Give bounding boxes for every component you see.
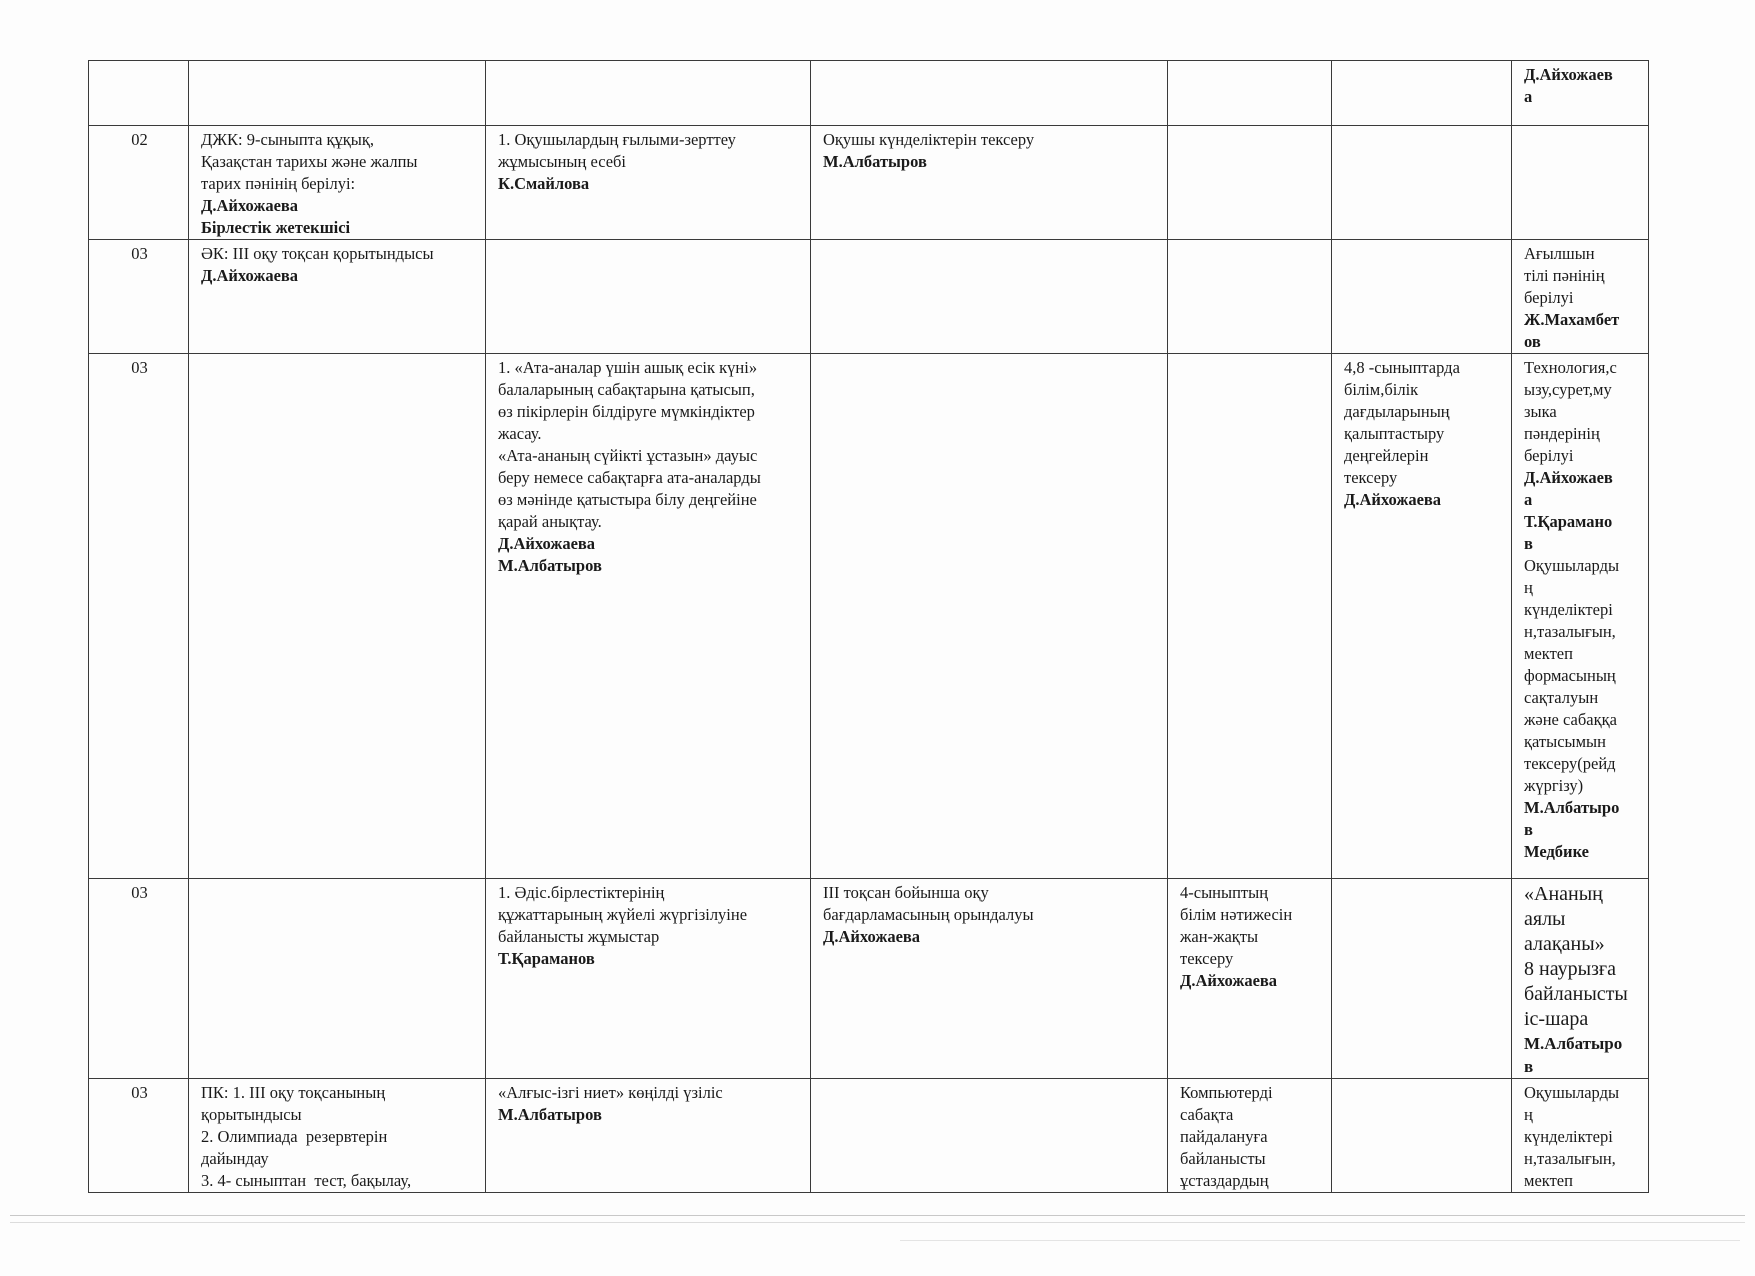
table-cell <box>1332 354 1512 879</box>
responsible-person: ов <box>1524 332 1541 351</box>
table-row <box>89 240 1649 354</box>
row-number: 03 <box>131 358 148 377</box>
responsible-person: Д.Айхожаева <box>1344 490 1442 509</box>
cell-text-line: Оқушыларды <box>1524 556 1620 575</box>
cell-text-line: дайындау <box>201 1149 269 1168</box>
responsible-person: Д.Айхожаев <box>1524 468 1613 487</box>
responsible-person: в <box>1524 534 1533 553</box>
cell-text-line: Қазақстан тарихы және жалпы <box>201 152 418 171</box>
cell-text-line: беру немесе сабақтарға ата-аналарды <box>498 468 761 487</box>
table-cell <box>1512 879 1649 1079</box>
scan-artifact-line <box>900 1240 1740 1241</box>
cell-text-line: білім нәтижесін <box>1180 905 1293 924</box>
cell-text-line: қатысымын <box>1524 732 1606 751</box>
row-number-cell <box>89 240 189 354</box>
cell-text-line: құжаттарының жүйелі жүргізілуіне <box>498 905 748 924</box>
table-cell <box>1332 126 1512 240</box>
table-row <box>89 879 1649 1079</box>
cell-text-line: өз пікірлерін білдіруге мүмкіндіктер <box>498 402 755 421</box>
table-cell <box>1332 879 1512 1079</box>
table-cell <box>1512 354 1649 879</box>
cell-text-line: берілуі <box>1524 446 1574 465</box>
responsible-person: Д.Айхожаева <box>201 196 299 215</box>
plan-table-body <box>89 61 1649 1193</box>
responsible-person: Д.Айхожаева <box>1180 971 1278 990</box>
responsible-person: Д.Айхожаева <box>498 534 596 553</box>
cell-text-line: іс-шара <box>1524 1008 1589 1030</box>
cell-text-line: жүргізу) <box>1524 776 1584 795</box>
row-number-cell <box>89 61 189 126</box>
table-cell <box>1332 1079 1512 1193</box>
table-row <box>89 126 1649 240</box>
cell-text-line: берілуі <box>1524 288 1574 307</box>
cell-text-line: формасының <box>1524 666 1616 685</box>
cell-text-line: 1. Оқушылардың ғылыми-зерттеу <box>498 130 736 149</box>
cell-text-line: ІІІ тоқсан бойынша оқу <box>823 883 989 902</box>
cell-text-line: 2. Олимпиада резервтерін <box>201 1127 388 1146</box>
cell-text-line: ПК: 1. ІІІ оқу тоқсанының <box>201 1083 386 1102</box>
table-cell <box>811 354 1168 879</box>
table-cell <box>189 240 486 354</box>
cell-text-line: 8 наурызға <box>1524 958 1616 980</box>
cell-text-line: ДЖК: 9-сыныпта құқық, <box>201 130 375 149</box>
row-number-cell <box>89 126 189 240</box>
cell-text-line: Технология,с <box>1524 358 1617 377</box>
responsible-person: Д.Айхожаева <box>201 266 299 285</box>
cell-text-line: н,тазалығын, <box>1524 1149 1616 1168</box>
cell-text-line: Оқушы күнделіктерін тексеру <box>823 130 1035 149</box>
row-number-cell <box>89 879 189 1079</box>
cell-text-line: байланысты жұмыстар <box>498 927 660 946</box>
cell-text-line: білім,білік <box>1344 380 1419 399</box>
table-cell <box>811 879 1168 1079</box>
cell-text-line: «Ата-ананың сүйікті ұстазын» дауыс <box>498 446 758 465</box>
cell-text-line: қарай анықтау. <box>498 512 602 531</box>
responsible-person: Бірлестік жетекшісі <box>201 218 351 237</box>
cell-text-line: дағдыларының <box>1344 402 1450 421</box>
cell-text-line: 4-сыныптың <box>1180 883 1269 902</box>
scan-artifact-line <box>10 1222 1745 1223</box>
responsible-person: М.Албатыро <box>1524 1034 1623 1053</box>
table-cell <box>811 61 1168 126</box>
table-cell <box>486 240 811 354</box>
table-cell <box>486 61 811 126</box>
cell-text-line: тексеру <box>1180 949 1234 968</box>
table-row <box>89 354 1649 879</box>
responsible-person: Ж.Махамбет <box>1524 310 1620 329</box>
cell-text-line: пәндерінің <box>1524 424 1600 443</box>
row-number: 03 <box>131 1083 148 1102</box>
cell-text-line: жан-жақты <box>1180 927 1259 946</box>
cell-text-line: және сабаққа <box>1524 710 1617 729</box>
cell-text-line: алақаны» <box>1524 933 1605 955</box>
table-cell <box>1168 61 1332 126</box>
table-cell <box>1168 240 1332 354</box>
responsible-person: а <box>1524 87 1533 106</box>
cell-text-line: қорытындысы <box>201 1105 302 1124</box>
table-cell <box>1332 240 1512 354</box>
table-cell <box>1168 879 1332 1079</box>
scan-artifact-line <box>10 1215 1745 1216</box>
table-cell <box>486 1079 811 1193</box>
row-number: 02 <box>131 130 148 149</box>
table-cell <box>486 126 811 240</box>
table-cell <box>1512 61 1649 126</box>
cell-text-line: Компьютерді <box>1180 1083 1273 1102</box>
table-cell <box>1332 61 1512 126</box>
row-number: 03 <box>131 244 148 263</box>
cell-text-line: аялы <box>1524 908 1566 930</box>
responsible-person: Д.Айхожаев <box>1524 65 1613 84</box>
cell-text-line: Ағылшын <box>1524 244 1595 263</box>
cell-text-line: Оқушыларды <box>1524 1083 1620 1102</box>
row-number: 03 <box>131 883 148 902</box>
table-cell <box>1512 126 1649 240</box>
responsible-person: а <box>1524 490 1533 509</box>
cell-text-line: пайдалануға <box>1180 1127 1268 1146</box>
table-cell <box>811 240 1168 354</box>
responsible-person: Т.Қараманo <box>1524 512 1613 531</box>
table-row <box>89 61 1649 126</box>
cell-text-line: мектеп <box>1524 644 1573 663</box>
cell-text-line: қалыптастыру <box>1344 424 1445 443</box>
responsible-person: в <box>1524 820 1533 839</box>
table-cell <box>189 1079 486 1193</box>
cell-text-line: 4,8 -сыныптарда <box>1344 358 1460 377</box>
plan-table <box>88 60 1649 1193</box>
cell-text-line: «Ананың <box>1524 883 1603 905</box>
cell-text-line: тексеру(рейд <box>1524 754 1616 773</box>
table-cell <box>811 126 1168 240</box>
cell-text-line: бағдарламасының орындалуы <box>823 905 1034 924</box>
cell-text-line: мектеп <box>1524 1171 1573 1190</box>
cell-text-line: күнделіктері <box>1524 600 1613 619</box>
cell-text-line: 3. 4- сыныптан тест, бақылау, <box>201 1171 412 1190</box>
cell-text-line: н,тазалығын, <box>1524 622 1616 641</box>
cell-text-line: 1. Әдіс.бірлестіктерінің <box>498 883 665 902</box>
table-cell <box>189 879 486 1079</box>
table-cell <box>1168 126 1332 240</box>
cell-text-line: ң <box>1524 1105 1533 1124</box>
responsible-person: Д.Айхожаева <box>823 927 921 946</box>
cell-text-line: ызу,сурет,му <box>1524 380 1612 399</box>
table-row <box>89 1079 1649 1193</box>
table-cell <box>1512 240 1649 354</box>
table-cell <box>486 354 811 879</box>
responsible-person: М.Албатыро <box>1524 798 1620 817</box>
cell-text-line: ң <box>1524 578 1533 597</box>
cell-text-line: сабақта <box>1180 1105 1234 1124</box>
cell-text-line: «Алғыс-ізгі ниет» көңілді үзіліс <box>498 1083 723 1102</box>
responsible-person: М.Албатыров <box>498 556 602 575</box>
row-number-cell <box>89 1079 189 1193</box>
cell-text-line: ӘК: ІІІ оқу тоқсан қорытындысы <box>201 244 434 263</box>
table-cell <box>486 879 811 1079</box>
table-cell <box>1168 1079 1332 1193</box>
cell-text-line: ұстаздардың <box>1180 1171 1269 1190</box>
table-cell <box>189 354 486 879</box>
cell-text-line: өз мәнінде қатыстыра білу деңгейіне <box>498 490 757 509</box>
table-cell <box>1512 1079 1649 1193</box>
cell-text-line: зыка <box>1524 402 1557 421</box>
cell-text-line: жұмысының есебі <box>498 152 627 171</box>
responsible-person: К.Смайлова <box>498 174 590 193</box>
cell-text-line: балаларының сабақтарына қатысып, <box>498 380 755 399</box>
cell-text-line: байланысты <box>1524 983 1628 1005</box>
responsible-person: М.Албатыров <box>823 152 927 171</box>
cell-text-line: сақталуын <box>1524 688 1599 707</box>
table-cell <box>811 1079 1168 1193</box>
table-cell <box>189 126 486 240</box>
cell-text-line: тілі пәнінің <box>1524 266 1605 285</box>
cell-text-line: байланысты <box>1180 1149 1266 1168</box>
table-cell <box>189 61 486 126</box>
responsible-person: М.Албатыров <box>498 1105 602 1124</box>
cell-text-line: тексеру <box>1344 468 1398 487</box>
responsible-person: в <box>1524 1057 1534 1076</box>
table-cell <box>1168 354 1332 879</box>
cell-text-line: тарих пәнінің берілуі: <box>201 174 356 193</box>
row-number-cell <box>89 354 189 879</box>
cell-text-line: 1. «Ата-аналар үшін ашық есік күні» <box>498 358 758 377</box>
cell-text-line: жасау. <box>498 424 542 443</box>
responsible-person: Т.Қараманов <box>498 949 595 968</box>
responsible-person: Медбике <box>1524 842 1589 861</box>
cell-text-line: деңгейлерін <box>1344 446 1429 465</box>
cell-text-line: күнделіктері <box>1524 1127 1613 1146</box>
